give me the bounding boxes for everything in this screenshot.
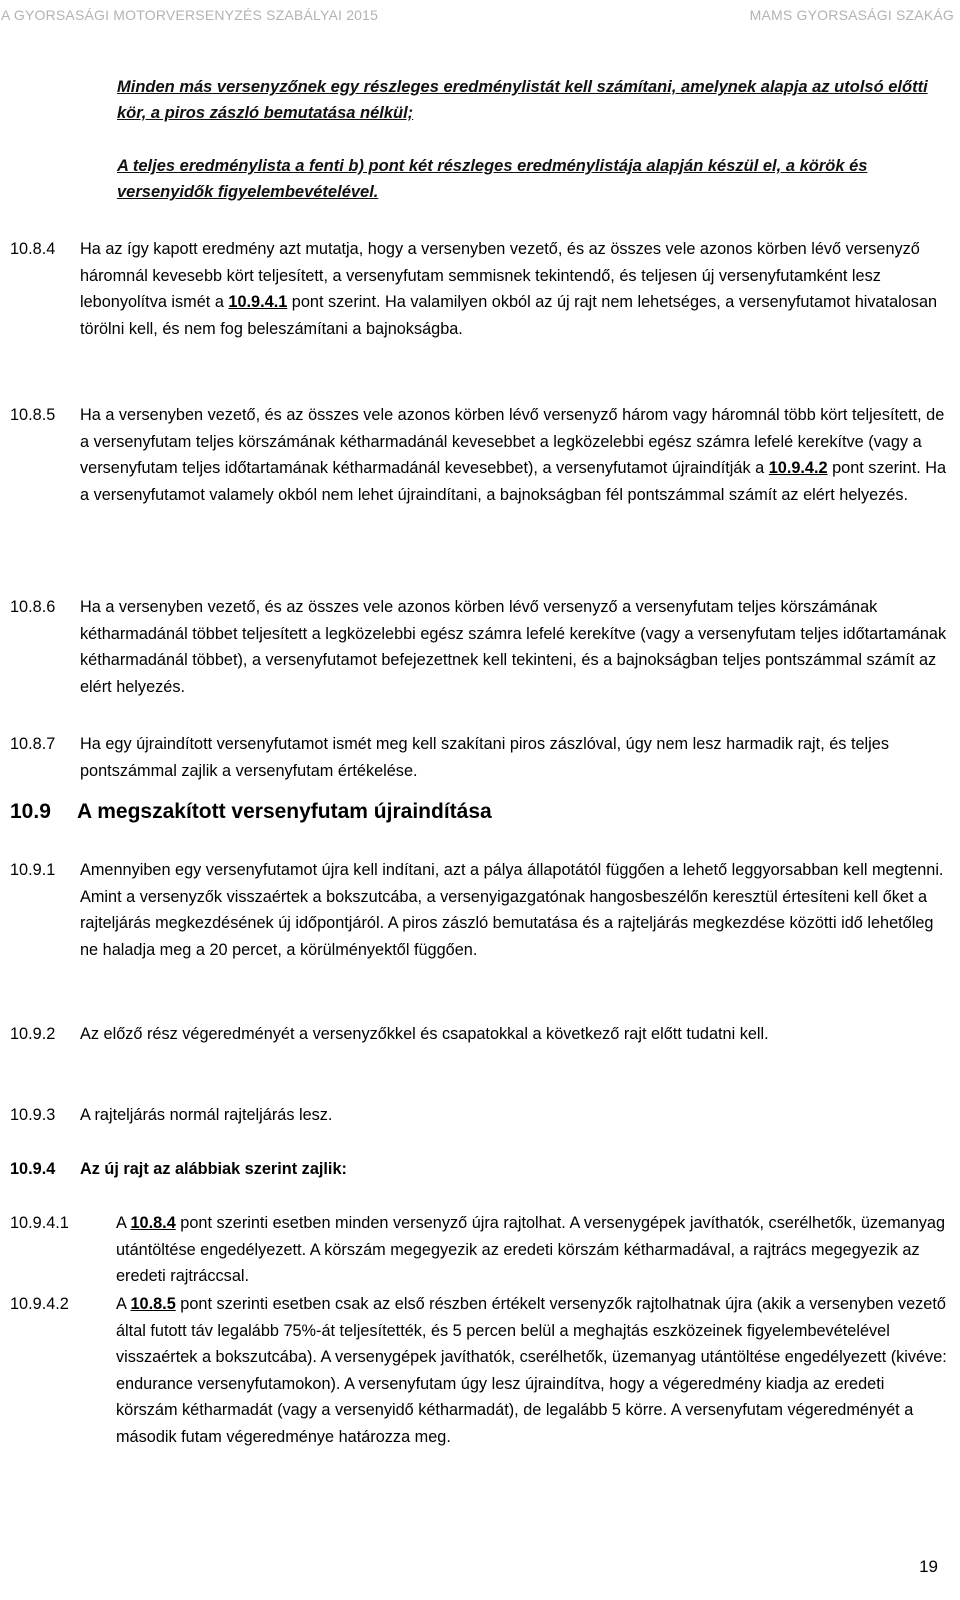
section-body: Az előző rész végeredményét a versenyzőkkel és csapatokkal a következő rajt előtt tudatni kell.	[80, 1025, 769, 1043]
section-body: Ha egy újraindított versenyfutamot ismét meg kell szakítani piros zászlóval, úgy nem lesz harmadik rajt, és teljes pontszámmal zajlik a versenyfutam értékelése.	[80, 735, 889, 780]
section-number: 10.9.3	[10, 1106, 56, 1124]
section-text: pont szerinti esetben csak az első részben értékelt versenyzők rajtolhatnak újra (akik a versenyben vezető által futott táv legalább 75%-át teljesítették, és 5 percen belül a meghajtás eszközeinek figyelembevételével visszaértek a bokszutcába). A versenygépek javíthatók, cserélhetők, üzemanyag utántöltése engedélyezett (kivéve: endurance versenyfutamokon). A versenyfutam úgy lesz újraindítva, hogy a végeredmény kiadja az eredeti körszám kétharmadát (vagy a versenyidő kétharmadát), de legalább 5 körre. A versenyfutam végeredményét a második futam végeredménye határozza meg.	[116, 1295, 947, 1446]
section-body	[80, 402, 950, 508]
section-text: Ha a versenyben vezető, és az összes vele azonos körben lévő versenyző három vagy háromnál több kört teljesített, de a versenyfutam teljes körszámának kétharmadánál kevesebbet a legközelebbi egész számra lefelé kerekítve (vagy a versenyfutam teljes időtartamának kétharmadánál kevesebbet), a versenyfutamot újraindítják a	[80, 406, 945, 477]
section-body	[116, 1210, 950, 1290]
section-number: 10.9.1	[10, 861, 56, 879]
heading-number: 10.9	[10, 800, 51, 823]
section-10-9-4	[10, 1156, 950, 1183]
section-body	[80, 236, 950, 342]
header-right-title: MAMS GYORSASÁGI SZAKÁG	[749, 7, 954, 23]
header-left-title: A GYORSASÁGI MOTORVERSENYZÉS SZABÁLYAI 2015	[1, 7, 379, 23]
section-10-9-4-1	[10, 1210, 950, 1290]
section-10-9-4-2	[10, 1291, 950, 1450]
section-body: Az új rajt az alábbiak szerint zajlik:	[80, 1160, 347, 1178]
section-number: 10.9.4	[10, 1160, 56, 1178]
section-body	[116, 1291, 950, 1450]
section-10-8-7	[10, 731, 950, 784]
intro-paragraph-2: A teljes eredménylista a fenti b) pont két részleges eredménylistája alapján készül el, a körök és versenyidők figyelembevételével.	[117, 157, 868, 201]
intro-paragraph-1: Minden más versenyzőnek egy részleges eredménylistát kell számítani, amelynek alapja az utolsó előtti kör, a piros zászló bemutatása nélkül;	[117, 78, 928, 122]
section-text: A	[116, 1214, 131, 1232]
cross-reference-link[interactable]: 10.9.4.2	[768, 459, 828, 477]
section-10-9-2	[10, 1021, 950, 1048]
cross-reference-link[interactable]: 10.9.4.1	[228, 293, 288, 311]
section-number: 10.8.4	[10, 240, 56, 258]
page-number: 19	[919, 1557, 938, 1576]
section-10-8-5	[10, 402, 950, 508]
section-number: 10.9.4.2	[10, 1295, 69, 1313]
section-10-8-6	[10, 594, 950, 700]
section-text: Ha az így kapott eredmény azt mutatja, hogy a versenyben vezető, és az összes vele azonos körben lévő versenyző háromnál kevesebb kört teljesített, a versenyfutam semmisnek tekintendő, és teljesen új versenyfutamként lesz lebonyolítva ismét a	[80, 240, 920, 311]
section-number: 10.8.6	[10, 598, 56, 616]
section-number: 10.8.5	[10, 406, 56, 424]
page-header	[0, 3, 960, 25]
section-body: A rajteljárás normál rajteljárás lesz.	[80, 1106, 333, 1124]
section-number: 10.9.4.1	[10, 1214, 69, 1232]
section-text: pont szerint. Ha a versenyfutamot valamely okból nem lehet újraindítani, a bajnokságban fél pontszámmal számít az elért helyezés.	[80, 459, 947, 504]
section-text: pont szerint. Ha valamilyen okból az új rajt nem lehetséges, a versenyfutamot hivatalosan törölni kell, és nem fog beleszámítani a bajnokságba.	[80, 293, 938, 338]
section-10-9-1	[10, 857, 950, 963]
section-number: 10.8.7	[10, 735, 56, 753]
heading-title: A megszakított versenyfutam újraindítása	[77, 800, 492, 823]
cross-reference-link[interactable]: 10.8.5	[130, 1295, 176, 1313]
section-10-8-4	[10, 236, 950, 342]
section-10-9-3	[10, 1102, 950, 1129]
section-text: pont szerinti esetben minden versenyző újra rajtolhat. A versenygépek javíthatók, cserélhetők, üzemanyag utántöltése engedélyezett. A körszám megegyezik az eredeti körszám kétharmadával, a rajtrács megegyezik az eredeti rajtráccsal.	[116, 1214, 946, 1285]
cross-reference-link[interactable]: 10.8.4	[130, 1214, 176, 1232]
section-text: A	[116, 1295, 131, 1313]
section-body: Amennyiben egy versenyfutamot újra kell indítani, azt a pálya állapotától függően a lehető leggyorsabban kell megtenni. Amint a versenyzők visszaértek a bokszutcába, a versenyigazgatónak hangosbeszélőn keresztül értesíteni kell őket a rajteljárás megkezdésének új időpontjáról. A piros zászló bemutatása és a rajteljárás megkezdése közötti idő lehetőleg ne haladja meg a 20 percet, a körülményektől függően.	[80, 861, 944, 959]
section-number: 10.9.2	[10, 1025, 56, 1043]
section-body: Ha a versenyben vezető, és az összes vele azonos körben lévő versenyző a versenyfutam teljes körszámának kétharmadánál többet teljesített a legközelebbi egész számra lefelé kerekítve (vagy a versenyfutam teljes időtartamának kétharmadánál többet), a versenyfutamot befejezettnek kell tekinteni, és a bajnokságban teljes pontszámmal számít az elért helyezés.	[80, 598, 947, 696]
